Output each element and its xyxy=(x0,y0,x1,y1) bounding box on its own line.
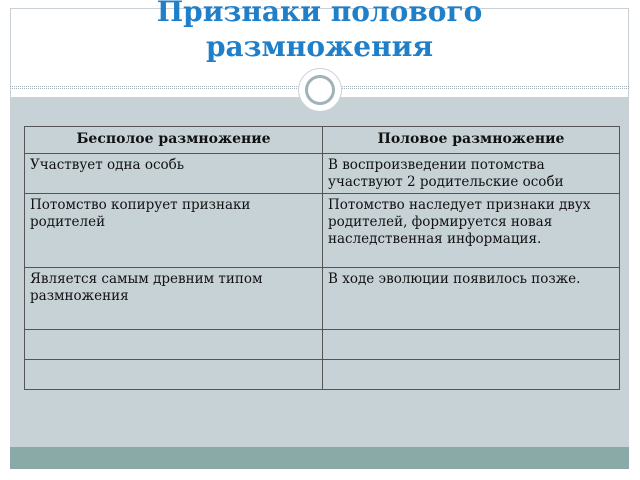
table-row xyxy=(25,330,620,360)
slide-title-line-1: Признаки полового xyxy=(156,0,483,28)
table-row xyxy=(25,360,620,390)
footer-bar xyxy=(10,447,629,469)
table-cell-empty xyxy=(323,360,620,390)
table-header-row xyxy=(25,127,620,154)
slide-title xyxy=(10,0,629,64)
table-row xyxy=(25,154,620,194)
slide-title-line-2: размножения xyxy=(205,30,434,63)
decorative-ring-icon xyxy=(305,75,335,105)
header-sexual: Половое размножение xyxy=(323,127,620,154)
table-cell: Потомство копирует признаки родителей xyxy=(25,194,323,268)
decorative-circle-icon xyxy=(298,68,342,112)
table-row xyxy=(25,194,620,268)
table-cell: В воспроизведении потомства участвуют 2 родительские особи xyxy=(323,154,620,194)
comparison-table xyxy=(24,126,620,390)
table-cell-empty xyxy=(323,330,620,360)
table-cell: В ходе эволюции появилось позже. xyxy=(323,268,620,330)
table-cell: Участвует одна особь xyxy=(25,154,323,194)
table-row xyxy=(25,268,620,330)
table-cell: Является самым древним типом размножения xyxy=(25,268,323,330)
table-cell-empty xyxy=(25,330,323,360)
table-cell: Потомство наследует признаки двух родителей, формируется новая наследственная информация. xyxy=(323,194,620,268)
table-cell-empty xyxy=(25,360,323,390)
header-asexual: Бесполое размножение xyxy=(25,127,323,154)
